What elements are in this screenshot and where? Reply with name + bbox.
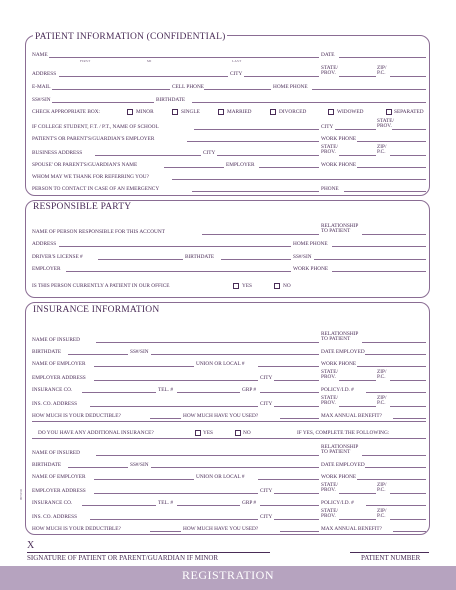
responsible-employer-field[interactable] [66, 271, 291, 272]
signature-x: X [27, 540, 35, 551]
label-ins-city-2: CITY [260, 514, 273, 520]
emergency-phone-field[interactable] [344, 191, 426, 192]
label-current-patient-yes: YES [242, 283, 253, 289]
row-employer-address-2 [32, 483, 426, 495]
label-spouse-employer: EMPLOYER [226, 162, 255, 168]
label-insured-ssn-2: SS#/SIN [130, 462, 149, 468]
ins-zip-field-1[interactable] [390, 406, 426, 407]
row-emergency [32, 181, 426, 193]
responsible-ssn-field[interactable] [314, 259, 426, 260]
footer-title: REGISTRATION [182, 568, 274, 582]
label-employer-zip-2: ZIP/ P.C. [377, 481, 387, 494]
row-college [32, 119, 426, 131]
ins-address-field-2[interactable] [90, 519, 258, 520]
city-field[interactable] [244, 76, 319, 77]
label-business-address: BUSINESS ADDRESS [32, 150, 83, 156]
used-field-2[interactable] [280, 531, 319, 532]
ins-city-field-1[interactable] [274, 406, 319, 407]
row-responsible-employer [32, 261, 426, 273]
row-responsible-address [32, 236, 426, 248]
spouse-employer-field[interactable] [259, 167, 319, 168]
patient-number-line[interactable] [350, 552, 429, 553]
ins-co-field-1[interactable] [82, 392, 156, 393]
row-spouse [32, 157, 426, 169]
form-code: HP515D [19, 488, 23, 500]
label-employer-state-1: STATE/ PROV. [321, 368, 338, 381]
label-home-phone: HOME PHONE [273, 84, 308, 90]
business-city-field[interactable] [217, 155, 319, 156]
work-phone-field[interactable] [357, 141, 426, 142]
row-ins-co-2 [32, 495, 426, 507]
row-employer-address-1 [32, 370, 426, 382]
emergency-field[interactable] [192, 191, 319, 192]
label-check-box: CHECK APPROPRIATE BOX: [32, 109, 100, 115]
checkbox-additional-no[interactable] [235, 430, 241, 436]
label-responsible-address: ADDRESS [32, 241, 57, 247]
row-insured-birthdate-2 [32, 457, 426, 469]
employer-zip-field-1[interactable] [390, 380, 426, 381]
checkbox-single[interactable] [172, 109, 178, 115]
label-policy-2: POLICY/I.D. # [321, 500, 354, 506]
checkbox-married[interactable] [218, 109, 224, 115]
responsible-relationship-field[interactable] [362, 234, 426, 235]
label-insured-employer-1: NAME OF EMPLOYER [32, 361, 86, 367]
state-field[interactable] [339, 76, 376, 77]
label-work-phone: WORK PHONE [321, 136, 357, 142]
business-state-field[interactable] [339, 155, 376, 156]
spouse-work-phone-field[interactable] [357, 167, 426, 168]
label-ins-co-2: INSURANCE CO. [32, 500, 73, 506]
caption-mi: MI [147, 59, 152, 63]
label-referral: WHOM MAY WE THANK FOR REFERRING YOU? [32, 174, 149, 180]
label-separated: SEPARATED [394, 109, 424, 115]
tel-field-1[interactable] [177, 392, 240, 393]
insured-relationship-field-1[interactable] [362, 342, 426, 343]
label-college: IF COLLEGE STUDENT, F.T. / P.T., NAME OF SCHOOL [32, 124, 159, 130]
row-additional [32, 425, 426, 437]
label-responsible-name: NAME OF PERSON RESPONSIBLE FOR THIS ACCOUNT [32, 229, 165, 235]
label-email: E-MAIL [32, 84, 51, 90]
caption-last: LAST [232, 59, 242, 63]
insured-relationship-field-2[interactable] [362, 455, 426, 456]
row-deductible-1 [32, 408, 426, 420]
responsible-party-title: RESPONSIBLE PARTY [33, 202, 132, 212]
label-business-state: STATE/ PROV. [321, 143, 338, 156]
insured-employer-field-2[interactable] [94, 479, 194, 480]
label-responsible-work-phone: WORK PHONE [293, 266, 329, 272]
row-name [32, 47, 426, 63]
college-city-field[interactable] [335, 129, 376, 130]
responsible-home-phone-field[interactable] [332, 246, 426, 247]
spouse-field[interactable] [164, 167, 224, 168]
policy-field-2[interactable] [366, 505, 426, 506]
label-single: SINGLE [181, 109, 200, 115]
label-ssn: SS#/SIN [32, 97, 51, 103]
label-grp-1: GRP # [242, 387, 257, 393]
label-business-city: CITY [203, 150, 216, 156]
address-field[interactable] [59, 76, 228, 77]
ins-state-field-1[interactable] [339, 406, 376, 407]
college-field[interactable] [194, 129, 319, 130]
business-zip-field[interactable] [390, 155, 426, 156]
label-insured-work-phone-1: WORK PHONE [321, 361, 357, 367]
label-college-state: STATE/ PROV. [377, 117, 394, 130]
label-insured-relationship-1: RELATIONSHIP TO PATIENT [321, 330, 359, 343]
row-ins-co-1 [32, 382, 426, 394]
insured-ssn-field-2[interactable] [151, 467, 319, 468]
label-deductible-1: HOW MUCH IS YOUR DEDUCTIBLE? [32, 413, 121, 419]
ins-city-field-2[interactable] [274, 519, 319, 520]
label-ins-zip-2: ZIP/ P.C. [377, 507, 387, 520]
checkbox-widowed[interactable] [328, 109, 334, 115]
checkbox-current-patient-no[interactable] [274, 283, 280, 289]
label-responsible-relationship: RELATIONSHIP TO PATIENT [321, 222, 359, 235]
checkbox-separated[interactable] [386, 109, 392, 115]
employer-city-field-2[interactable] [274, 493, 319, 494]
label-birthdate: BIRTHDATE [156, 97, 186, 103]
row-ins-address-1 [32, 396, 426, 408]
label-current-patient-no: NO [283, 283, 291, 289]
union-field-2[interactable] [258, 479, 319, 480]
label-additional-yes: YES [203, 430, 214, 436]
label-insured-1: NAME OF INSURED [32, 337, 80, 343]
label-insured-ssn-1: SS#/SIN [130, 349, 149, 355]
date-employed-field-1[interactable] [365, 354, 426, 355]
row-address [32, 66, 426, 78]
union-field-1[interactable] [258, 366, 319, 367]
divider-top [32, 421, 426, 422]
license-field[interactable] [98, 259, 183, 260]
row-responsible-license [32, 249, 426, 261]
label-max-benefit-1: MAX ANNUAL BENEFIT? [321, 413, 383, 419]
label-used-2: HOW MUCH HAVE YOU USED? [183, 526, 259, 532]
responsible-name-field[interactable] [202, 234, 319, 235]
label-insured-employer-2: NAME OF EMPLOYER [32, 474, 86, 480]
label-if-yes: IF YES, COMPLETE THE FOLLOWING: [297, 430, 390, 436]
max-benefit-field-2[interactable] [393, 531, 426, 532]
label-phone: PHONE [321, 186, 339, 192]
label-state: STATE/ PROV. [321, 64, 338, 77]
label-responsible-ssn: SS#/SIN [293, 254, 312, 260]
label-responsible-home-phone: HOME PHONE [293, 241, 328, 247]
label-ins-address-1: INS. CO. ADDRESS [32, 401, 78, 407]
label-spouse-work-phone: WORK PHONE [321, 162, 357, 168]
label-deductible-2: HOW MUCH IS YOUR DEDUCTIBLE? [32, 526, 121, 532]
name-field[interactable] [49, 57, 319, 58]
insured-ssn-field-1[interactable] [151, 354, 319, 355]
row-referral [32, 169, 426, 181]
label-city: CITY [230, 71, 243, 77]
label-employer: PATIENT'S OR PARENT'S/GUARDIAN'S EMPLOYER [32, 136, 155, 142]
label-responsible-birthdate: BIRTHDATE [185, 254, 215, 260]
responsible-birthdate-field[interactable] [221, 259, 291, 260]
grp-field-2[interactable] [260, 505, 319, 506]
label-employer-city-1: CITY [260, 375, 273, 381]
label-policy-1: POLICY/I.D. # [321, 387, 354, 393]
checkbox-divorced[interactable] [270, 109, 276, 115]
insured-employer-field-1[interactable] [94, 366, 194, 367]
row-employer [32, 131, 426, 143]
ins-co-field-2[interactable] [82, 505, 156, 506]
label-ins-zip-1: ZIP/ P.C. [377, 394, 387, 407]
label-emergency: PERSON TO CONTACT IN CASE OF AN EMERGENCY [32, 186, 160, 192]
insured-birthdate-field-1[interactable] [68, 354, 128, 355]
insured-field-1[interactable] [96, 342, 319, 343]
insurance-title: INSURANCE INFORMATION [33, 305, 160, 315]
birthdate-field[interactable] [192, 102, 426, 103]
label-grp-2: GRP # [242, 500, 257, 506]
tel-field-2[interactable] [177, 505, 240, 506]
responsible-address-field[interactable] [59, 246, 291, 247]
label-college-city: CITY [321, 124, 334, 130]
insured-field-2[interactable] [96, 455, 319, 456]
ins-zip-field-2[interactable] [390, 519, 426, 520]
caption-first: FIRST [80, 59, 91, 63]
employer-city-field-1[interactable] [274, 380, 319, 381]
label-ins-state-2: STATE/ PROV. [321, 507, 338, 520]
cell-phone-field[interactable] [204, 89, 271, 90]
employer-address-field-2[interactable] [94, 493, 258, 494]
row-status [32, 104, 426, 116]
label-insured-birthdate-1: BIRTHDATE [32, 349, 62, 355]
label-date-employed-2: DATE EMPLOYED [321, 462, 365, 468]
label-responsible-employer: EMPLOYER [32, 266, 61, 272]
row-insured-birthdate-1 [32, 344, 426, 356]
label-ins-city-1: CITY [260, 401, 273, 407]
label-widowed: WIDOWED [337, 109, 364, 115]
row-insured-employer-2 [32, 469, 426, 481]
signature-label: SIGNATURE OF PATIENT OR PARENT/GUARDIAN IF MINOR [27, 554, 219, 562]
insured-work-phone-field-2[interactable] [357, 479, 426, 480]
row-business [32, 145, 426, 157]
patient-information-title: PATIENT INFORMATION (CONFIDENTIAL) [35, 32, 226, 42]
label-current-patient: IS THIS PERSON CURRENTLY A PATIENT IN OUR OFFICE [32, 283, 170, 289]
label-ins-co-1: INSURANCE CO. [32, 387, 73, 393]
label-employer-zip-1: ZIP/ P.C. [377, 368, 387, 381]
row-responsible-name [32, 224, 426, 236]
label-employer-state-2: STATE/ PROV. [321, 481, 338, 494]
label-used-1: HOW MUCH HAVE YOU USED? [183, 413, 259, 419]
responsible-work-phone-field[interactable] [332, 271, 426, 272]
label-additional: DO YOU HAVE ANY ADDITIONAL INSURANCE? [38, 430, 154, 436]
label-minor: MINOR [136, 109, 154, 115]
max-benefit-field-1[interactable] [393, 418, 426, 419]
insured-work-phone-field-1[interactable] [357, 366, 426, 367]
college-state-field[interactable] [392, 129, 426, 130]
date-employed-field-2[interactable] [365, 467, 426, 468]
label-married: MARRIED [227, 109, 252, 115]
checkbox-additional-yes[interactable] [195, 430, 201, 436]
deductible-field-2[interactable] [150, 531, 181, 532]
label-ins-state-1: STATE/ PROV. [321, 394, 338, 407]
row-contact [32, 79, 426, 91]
used-field-1[interactable] [280, 418, 319, 419]
label-tel-2: TEL. # [158, 500, 174, 506]
label-spouse: SPOUSE' OR PARENT'S/GUARDIAN'S NAME [32, 162, 138, 168]
ins-address-field-1[interactable] [90, 406, 258, 407]
employer-zip-field-2[interactable] [390, 493, 426, 494]
label-ins-address-2: INS. CO. ADDRESS [32, 514, 78, 520]
checkbox-minor[interactable] [127, 109, 133, 115]
label-cell-phone: CELL PHONE [172, 84, 205, 90]
label-license: DRIVER'S LICENSE # [32, 254, 83, 260]
label-date: DATE [321, 52, 335, 58]
label-max-benefit-2: MAX ANNUAL BENEFIT? [321, 526, 383, 532]
row-insured-1 [32, 332, 426, 344]
grp-field-1[interactable] [260, 392, 319, 393]
label-employer-address-1: EMPLOYER ADDRESS [32, 375, 86, 381]
label-name: NAME [32, 52, 48, 58]
label-union-2: UNION OR LOCAL # [196, 474, 245, 480]
label-divorced: DIVORCED [279, 109, 307, 115]
label-zip: ZIP/ P.C. [377, 64, 387, 77]
label-employer-city-2: CITY [260, 488, 273, 494]
label-insured-2: NAME OF INSURED [32, 450, 80, 456]
label-insured-relationship-2: RELATIONSHIP TO PATIENT [321, 443, 359, 456]
zip-field[interactable] [390, 76, 426, 77]
home-phone-field[interactable] [312, 89, 426, 90]
ssn-field[interactable] [52, 102, 154, 103]
label-additional-no: NO [243, 430, 251, 436]
deductible-field-1[interactable] [150, 418, 181, 419]
patient-number-label: PATIENT NUMBER [361, 554, 421, 562]
business-address-field[interactable] [95, 155, 201, 156]
label-business-zip: ZIP/ P.C. [377, 143, 387, 156]
insured-birthdate-field-2[interactable] [68, 467, 128, 468]
label-insured-work-phone-2: WORK PHONE [321, 474, 357, 480]
row-insured-employer-1 [32, 356, 426, 368]
date-field[interactable] [339, 57, 426, 58]
label-union-1: UNION OR LOCAL # [196, 361, 245, 367]
employer-state-field-2[interactable] [339, 493, 376, 494]
row-deductible-2 [32, 521, 426, 533]
label-date-employed-1: DATE EMPLOYED [321, 349, 365, 355]
label-tel-1: TEL. # [158, 387, 174, 393]
row-insured-2 [32, 445, 426, 457]
policy-field-1[interactable] [366, 392, 426, 393]
signature-line[interactable] [27, 552, 270, 553]
label-address: ADDRESS [32, 71, 57, 77]
label-employer-address-2: EMPLOYER ADDRESS [32, 488, 86, 494]
label-insured-birthdate-2: BIRTHDATE [32, 462, 62, 468]
employer-address-field-1[interactable] [94, 380, 258, 381]
email-field[interactable] [52, 89, 170, 90]
ins-state-field-2[interactable] [339, 519, 376, 520]
checkbox-current-patient-yes[interactable] [233, 283, 239, 289]
employer-field[interactable] [187, 141, 319, 142]
row-current-patient [32, 278, 426, 290]
referral-field[interactable] [172, 179, 426, 180]
row-ins-address-2 [32, 509, 426, 521]
employer-state-field-1[interactable] [339, 380, 376, 381]
divider-bottom [32, 438, 426, 439]
row-ssn [32, 92, 426, 104]
